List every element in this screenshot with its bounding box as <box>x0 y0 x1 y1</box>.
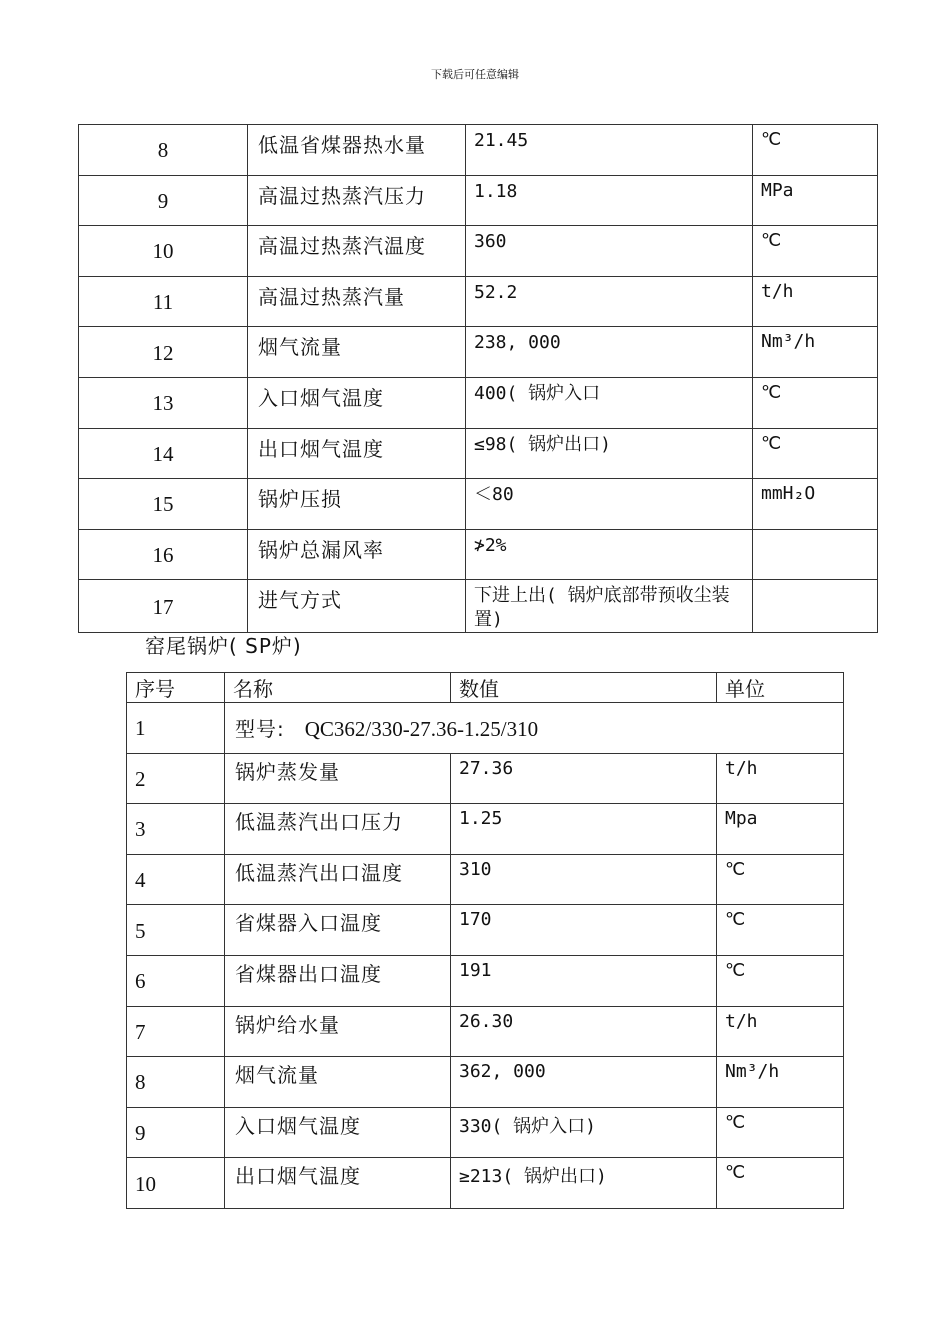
row-number: 10 <box>127 1158 225 1209</box>
row-number: 6 <box>127 955 225 1006</box>
param-name: 入口烟气温度 <box>225 1107 451 1158</box>
param-unit: mmH₂O <box>753 479 878 530</box>
param-unit: Mpa <box>717 804 844 855</box>
param-unit: MPa <box>753 175 878 226</box>
table-row <box>127 1107 844 1158</box>
row-number: 4 <box>127 854 225 905</box>
table-row <box>127 753 844 804</box>
param-value: 170 <box>451 905 717 956</box>
row-number: 8 <box>79 125 248 176</box>
row-number: 16 <box>79 529 248 580</box>
header-unit: 单位 <box>717 673 844 703</box>
param-value: 52.2 <box>466 276 753 327</box>
table-row <box>79 428 878 479</box>
table-row <box>79 125 878 176</box>
row-number: 17 <box>79 580 248 633</box>
param-name: 低温蒸汽出口压力 <box>225 804 451 855</box>
table2-body <box>127 673 844 1209</box>
table-row <box>127 1158 844 1209</box>
table-row <box>79 529 878 580</box>
table-row <box>127 804 844 855</box>
table-row <box>127 905 844 956</box>
table-row <box>79 479 878 530</box>
param-unit: ℃ <box>717 955 844 1006</box>
table-row <box>79 276 878 327</box>
param-value: 1.18 <box>466 175 753 226</box>
param-unit: ℃ <box>753 428 878 479</box>
param-name: 出口烟气温度 <box>248 428 466 479</box>
row-number: 5 <box>127 905 225 956</box>
row-number: 7 <box>127 1006 225 1057</box>
param-name: 锅炉给水量 <box>225 1006 451 1057</box>
param-value: ≤98( 锅炉出口) <box>466 428 753 479</box>
page-header: 下载后可任意编辑 <box>431 68 519 81</box>
param-value: ≯2% <box>466 529 753 580</box>
param-unit <box>753 529 878 580</box>
param-value: 362, 000 <box>451 1057 717 1108</box>
row-number: 11 <box>79 276 248 327</box>
row-number: 8 <box>127 1057 225 1108</box>
param-unit: ℃ <box>753 226 878 277</box>
param-name: 高温过热蒸汽量 <box>248 276 466 327</box>
param-name: 进气方式 <box>248 580 466 633</box>
row-number: 13 <box>79 377 248 428</box>
header-no: 序号 <box>127 673 225 703</box>
sp-boiler-params-table <box>126 672 844 1209</box>
param-unit <box>753 580 878 633</box>
row-number: 3 <box>127 804 225 855</box>
param-value: ＜80 <box>466 479 753 530</box>
param-value: 下进上出( 锅炉底部带预收尘装置) <box>466 580 753 633</box>
param-unit: t/h <box>753 276 878 327</box>
row-number: 12 <box>79 327 248 378</box>
param-unit: ℃ <box>717 1158 844 1209</box>
row-number: 9 <box>127 1107 225 1158</box>
param-name: 锅炉总漏风率 <box>248 529 466 580</box>
param-name: 低温省煤器热水量 <box>248 125 466 176</box>
section-caption: 窑尾锅炉( SP炉) <box>145 634 302 658</box>
param-name: 锅炉压损 <box>248 479 466 530</box>
param-name: 出口烟气温度 <box>225 1158 451 1209</box>
table-row <box>79 580 878 633</box>
param-value: 238, 000 <box>466 327 753 378</box>
table-row <box>127 854 844 905</box>
param-name: 烟气流量 <box>225 1057 451 1108</box>
param-value: 191 <box>451 955 717 1006</box>
param-unit: t/h <box>717 753 844 804</box>
param-value: 1.25 <box>451 804 717 855</box>
param-name: 入口烟气温度 <box>248 377 466 428</box>
model-cell <box>225 703 844 754</box>
param-value: 400( 锅炉入口 <box>466 377 753 428</box>
model-row <box>127 703 844 754</box>
row-number: 14 <box>79 428 248 479</box>
model-code: QC362/330-27.36-1.25/310 <box>304 717 539 742</box>
table-row <box>127 955 844 1006</box>
param-unit: t/h <box>717 1006 844 1057</box>
param-name: 低温蒸汽出口温度 <box>225 854 451 905</box>
param-unit: ℃ <box>753 377 878 428</box>
param-name: 高温过热蒸汽压力 <box>248 175 466 226</box>
row-number: 10 <box>79 226 248 277</box>
param-name: 锅炉蒸发量 <box>225 753 451 804</box>
param-name: 高温过热蒸汽温度 <box>248 226 466 277</box>
table-row <box>79 175 878 226</box>
param-value: 330( 锅炉入口) <box>451 1107 717 1158</box>
table-header-row <box>127 673 844 703</box>
row-number: 15 <box>79 479 248 530</box>
param-value: 27.36 <box>451 753 717 804</box>
param-name: 省煤器出口温度 <box>225 955 451 1006</box>
param-unit: ℃ <box>717 905 844 956</box>
table-row <box>127 1006 844 1057</box>
boiler-params-table-1 <box>78 124 878 633</box>
param-unit: ℃ <box>717 1107 844 1158</box>
table-row <box>127 1057 844 1108</box>
param-name: 省煤器入口温度 <box>225 905 451 956</box>
row-number: 9 <box>79 175 248 226</box>
table-row <box>79 377 878 428</box>
header-value: 数值 <box>451 673 717 703</box>
param-value: 310 <box>451 854 717 905</box>
param-value: 26.30 <box>451 1006 717 1057</box>
param-unit: ℃ <box>717 854 844 905</box>
header-name: 名称 <box>225 673 451 703</box>
param-unit: Nm³/h <box>753 327 878 378</box>
param-value: ≥213( 锅炉出口) <box>451 1158 717 1209</box>
row-number: 2 <box>127 753 225 804</box>
param-unit: Nm³/h <box>717 1057 844 1108</box>
table1-body <box>79 125 878 633</box>
table-row <box>79 327 878 378</box>
param-name: 烟气流量 <box>248 327 466 378</box>
model-label: 型号: <box>235 717 285 742</box>
row-number: 1 <box>127 703 225 754</box>
param-value: 360 <box>466 226 753 277</box>
param-unit: ℃ <box>753 125 878 176</box>
table-row <box>79 226 878 277</box>
param-value: 21.45 <box>466 125 753 176</box>
